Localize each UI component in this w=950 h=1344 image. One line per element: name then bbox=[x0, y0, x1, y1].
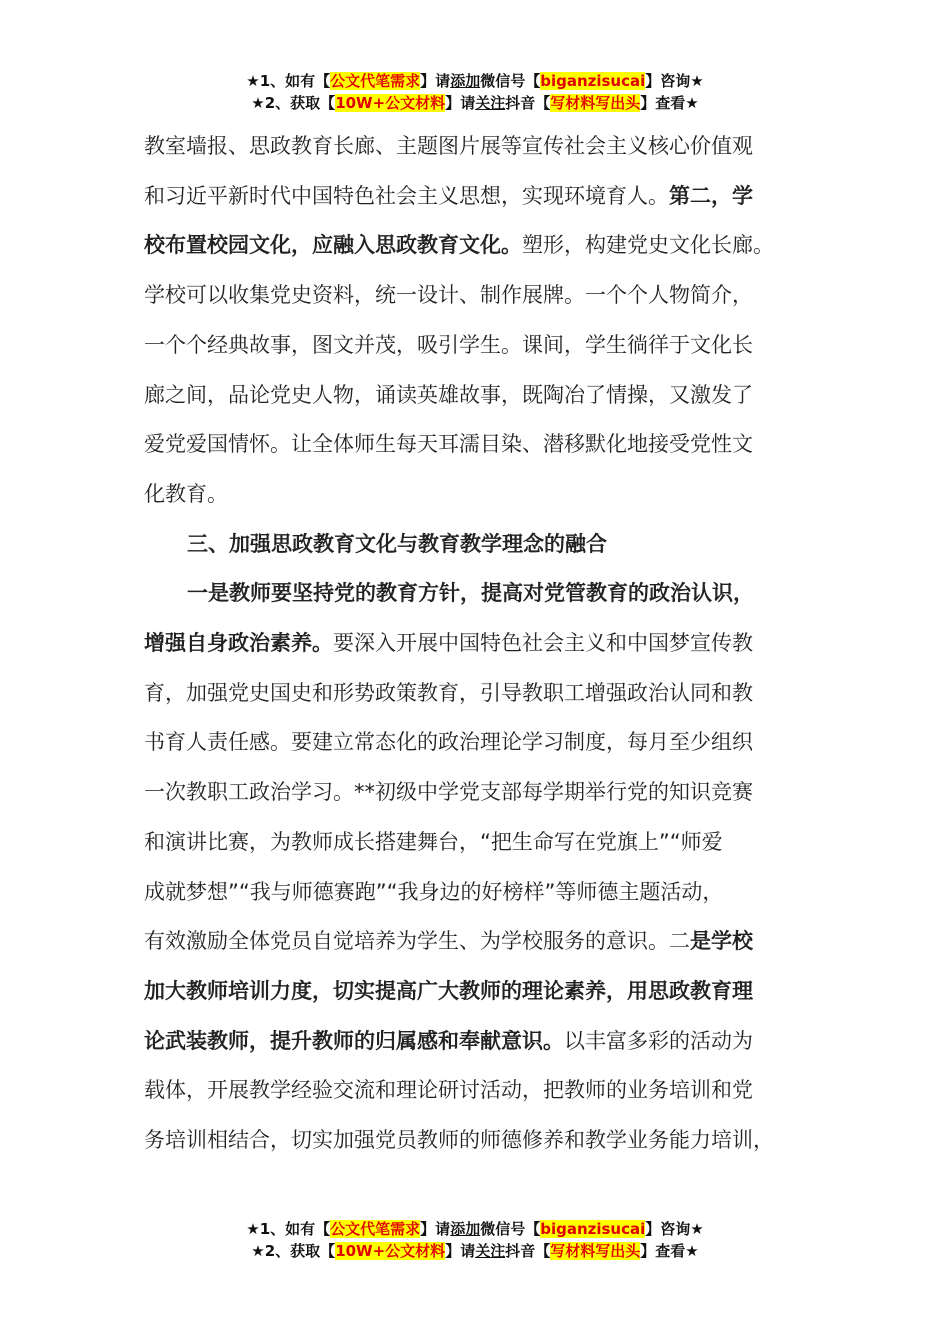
bold-text: 第二，学 bbox=[669, 183, 753, 208]
highlight-douyin-account: 写材料写出头 bbox=[550, 1242, 641, 1260]
highlight-douyin-account: 写材料写出头 bbox=[550, 94, 641, 112]
banner-line-1 bbox=[0, 1218, 950, 1240]
text-line: 一个个经典故事，图文并茂，吸引学生。课间，学生徜徉于文化长 bbox=[144, 332, 753, 357]
banner-text: 】请 bbox=[420, 72, 451, 90]
text-line bbox=[144, 619, 834, 669]
banner-text: 】请 bbox=[420, 1220, 451, 1238]
text-line bbox=[144, 172, 834, 222]
banner-text: 抖音【 bbox=[505, 1242, 551, 1260]
text-line: 爱党爱国情怀。让全体师生每天耳濡目染、潜移默化地接受党性文 bbox=[144, 432, 753, 457]
text-line bbox=[144, 967, 834, 1017]
bold-text: 校布置校园文化，应融入思政教育文化。 bbox=[144, 233, 522, 258]
text-line: 廊之间，品论党史人物，诵读英雄故事，既陶冶了情操，又激发了 bbox=[144, 382, 753, 407]
highlight-service: 公文代笔需求 bbox=[330, 72, 421, 90]
banner-text: 】查看★ bbox=[640, 94, 699, 112]
banner-underlined: 添加 bbox=[450, 72, 481, 90]
text-span: 和习近平新时代中国特色社会主义思想，实现环境育人。 bbox=[144, 183, 669, 208]
text-span: 塑形，构建党史文化长廊。 bbox=[522, 233, 774, 258]
banner-text: ★1、如有【 bbox=[246, 72, 331, 90]
text-line: 和演讲比赛，为教师成长搭建舞台，“把生命写在党旗上”“师爱 bbox=[144, 829, 723, 854]
banner-text: ★1、如有【 bbox=[246, 1220, 331, 1238]
text-line: 育，加强党史国史和形势政策教育，引导教职工增强政治认同和教 bbox=[144, 680, 753, 705]
text-span: 要深入开展中国特色社会主义和中国梦宣传教 bbox=[333, 631, 753, 656]
bold-text: 论武装教师，提升教师的归属感和奉献意识。 bbox=[144, 1028, 564, 1053]
banner-line-2 bbox=[0, 92, 950, 114]
banner-text: ★2、获取【 bbox=[251, 1242, 336, 1260]
text-line: 成就梦想”“我与师德赛跑”“我身边的好榜样”等师德主题活动， bbox=[144, 879, 724, 904]
banner-line-2 bbox=[0, 1240, 950, 1262]
banner-text: 】咨询★ bbox=[645, 72, 704, 90]
highlight-wechat-id: biganzisucai bbox=[540, 1220, 646, 1238]
text-span: 有效激励全体党员自觉培养为学生、为学校服务的意识。二 bbox=[144, 929, 690, 954]
banner-text: 】请 bbox=[445, 1242, 476, 1260]
text-span: 以丰富多彩的活动为 bbox=[564, 1028, 753, 1053]
banner-text: 】请 bbox=[445, 94, 476, 112]
banner-text: 】咨询★ bbox=[645, 1220, 704, 1238]
text-line bbox=[144, 569, 834, 619]
section-heading bbox=[144, 520, 834, 570]
banner-underlined: 关注 bbox=[475, 94, 506, 112]
highlight-materials: 10W+公文材料 bbox=[335, 94, 446, 112]
bold-text: 加大教师培训力度，切实提高广大教师的理论素养，用思政教育理 bbox=[144, 978, 753, 1003]
text-line bbox=[144, 221, 834, 271]
banner-text: 微信号【 bbox=[480, 1220, 541, 1238]
text-line: 书育人责任感。要建立常态化的政治理论学习制度，每月至少组织 bbox=[144, 730, 753, 755]
document-body bbox=[144, 122, 834, 1166]
highlight-service: 公文代笔需求 bbox=[330, 1220, 421, 1238]
text-line: 化教育。 bbox=[144, 481, 228, 506]
text-line: 务培训相结合，切实加强党员教师的师德修养和教学业务能力培训， bbox=[144, 1128, 774, 1153]
highlight-wechat-id: biganzisucai bbox=[540, 72, 646, 90]
text-line bbox=[144, 917, 834, 967]
banner-underlined: 关注 bbox=[475, 1242, 506, 1260]
text-line bbox=[144, 1017, 834, 1067]
text-line: 一次教职工政治学习。**初级中学党支部每学期举行党的知识竞赛 bbox=[144, 780, 753, 805]
banner-text: ★2、获取【 bbox=[251, 94, 336, 112]
banner-text: 微信号【 bbox=[480, 72, 541, 90]
banner-underlined: 添加 bbox=[450, 1220, 481, 1238]
text-line: 学校可以收集党史资料，统一设计、制作展牌。一个个人物简介， bbox=[144, 283, 753, 308]
bold-text: 是学校 bbox=[690, 929, 753, 954]
footer-banner bbox=[0, 1218, 950, 1262]
highlight-materials: 10W+公文材料 bbox=[335, 1242, 446, 1260]
text-line: 教室墙报、思政教育长廊、主题图片展等宣传社会主义核心价值观 bbox=[144, 134, 753, 158]
text-line: 载体，开展教学经验交流和理论研讨活动，把教师的业务培训和党 bbox=[144, 1078, 753, 1103]
bold-text: 增强自身政治素养。 bbox=[144, 631, 333, 656]
banner-text: 抖音【 bbox=[505, 94, 551, 112]
header-banner bbox=[0, 70, 950, 114]
bold-text: 一是教师要坚持党的教育方针，提高对党管教育的政治认识， bbox=[187, 581, 754, 606]
heading-text: 三、加强思政教育文化与教育教学理念的融合 bbox=[187, 531, 607, 556]
banner-line-1 bbox=[0, 70, 950, 92]
banner-text: 】查看★ bbox=[640, 1242, 699, 1260]
